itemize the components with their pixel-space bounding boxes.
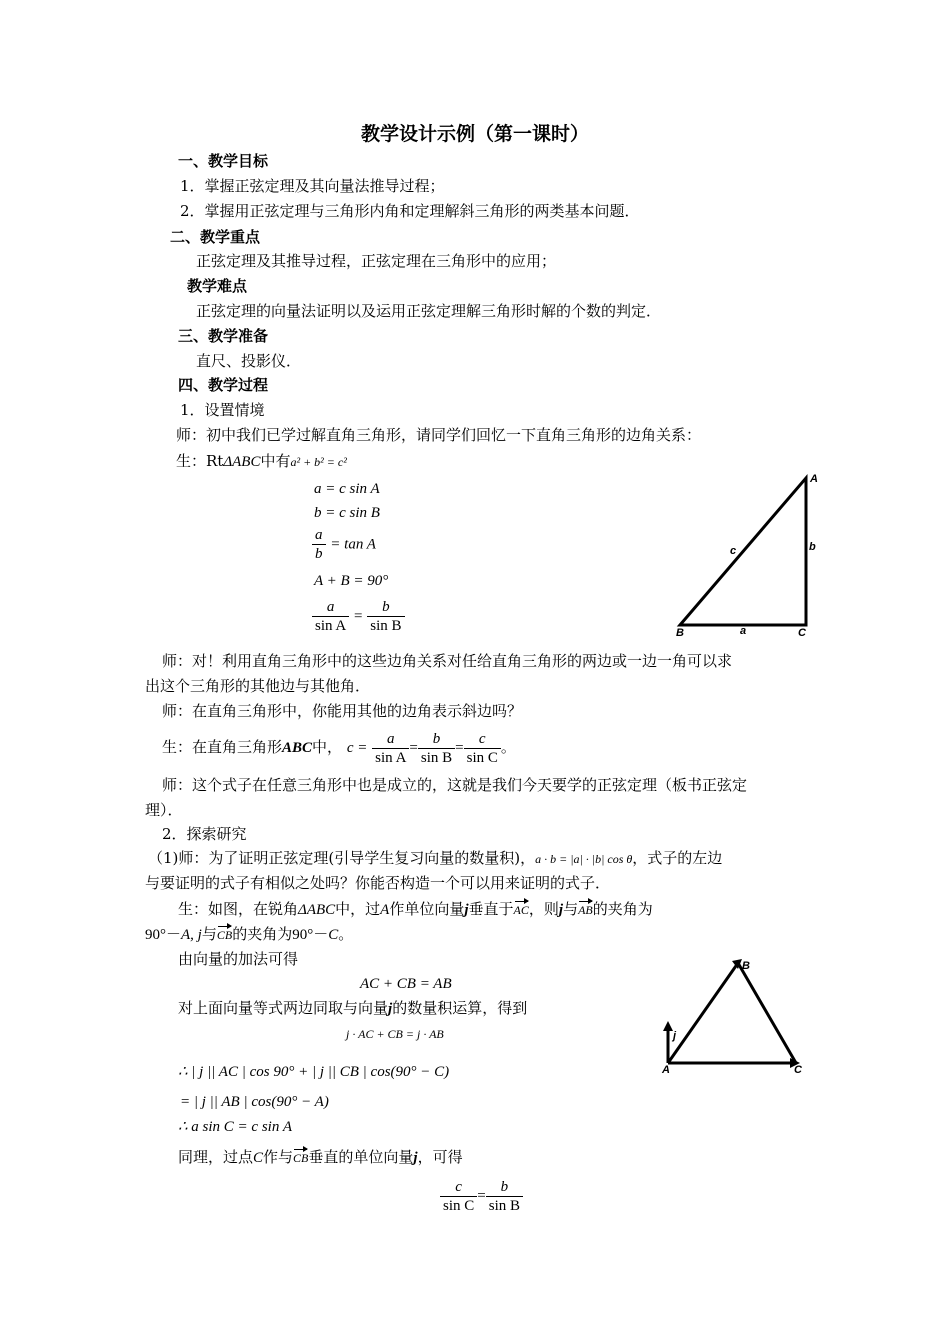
angle-C: C xyxy=(328,927,339,943)
student-line-3a xyxy=(178,899,653,920)
student-line-3b xyxy=(145,924,353,945)
proof-intro-tail: ，式子的左边 xyxy=(632,849,723,867)
step-1-heading: 1．设置情境 xyxy=(180,401,265,419)
teacher-line-3: 师：在直角三角形中，你能用其他的边角表示斜边吗？ xyxy=(162,702,523,720)
vertex-B-label: B xyxy=(676,627,684,639)
proof-line-3: ∴ a sin C = c sin A xyxy=(178,1119,292,1135)
fraction-numerator: a xyxy=(326,599,335,615)
teacher-line-4a: 师：这个式子在任意三角形中也是成立的，这就是我们今天要学的正弦定理（板书正弦定 xyxy=(162,776,748,794)
goal-item-2: 2．掌握用正弦定理与三角形内角和定理解斜三角形的两类基本问题． xyxy=(180,202,640,220)
similar-proof-text xyxy=(178,1147,463,1168)
fraction-b-sinB-final xyxy=(486,1178,523,1215)
triangle-abc-label: ABC xyxy=(282,740,313,756)
student-prefix: 生：Rt xyxy=(176,452,224,470)
difficulty-heading: 教学难点 xyxy=(187,277,248,295)
difficulty-text: 正弦定理的向量法证明以及运用正弦定理解三角形时解的个数的判定． xyxy=(196,302,662,320)
equation-angle-sum: A + B = 90° xyxy=(314,573,389,589)
vector-sum-equation: AC + CB = AB xyxy=(360,976,452,992)
sim-a: 同理，过点 xyxy=(178,1148,254,1166)
vector-j-label: j xyxy=(673,1030,677,1042)
fraction-a-sinA xyxy=(312,598,349,635)
angle-A-j: A, j xyxy=(181,927,202,943)
angle-90-minus: 90°－ xyxy=(145,927,181,943)
fraction-denominator: sin B xyxy=(367,616,404,635)
fraction-denominator: sin A xyxy=(372,748,409,767)
preparation-text: 直尺、投影仪． xyxy=(196,352,302,370)
fraction-b-sinB-2 xyxy=(418,730,455,767)
fraction-numerator: a xyxy=(315,527,323,543)
fraction-b-sinB xyxy=(367,598,404,635)
s3-part-e: ，则 xyxy=(528,900,559,918)
proof-intro-text: （1)师：为了证明正弦定理(引导学生复习向量的数量积)， xyxy=(148,849,536,867)
dot-text-j: j xyxy=(388,1001,393,1017)
tan-rhs: = tan A xyxy=(330,536,376,553)
fraction-denominator: sin B xyxy=(486,1196,523,1215)
side-a-label: a xyxy=(740,625,747,637)
unit-vector-j-2: j xyxy=(558,902,564,918)
vector-AB: AB xyxy=(578,900,593,920)
triangle-abc: ΔABC xyxy=(298,902,336,918)
equation-a-sin: a = c sin A xyxy=(314,481,380,497)
fraction-denominator: sin C xyxy=(440,1196,477,1215)
fraction-numerator: c xyxy=(455,1178,462,1195)
equation-tan xyxy=(312,526,376,563)
sim-c: 垂直的单位向量 xyxy=(308,1148,414,1166)
fraction-c-sinC xyxy=(464,730,501,767)
student-prefix-2: 生：在直角三角形 xyxy=(162,738,283,756)
vector-addition-text: 由向量的加法可得 xyxy=(178,950,299,968)
fraction-denominator: sin A xyxy=(312,616,349,635)
vector-CB: CB xyxy=(217,925,232,945)
vector-CB-2: CB xyxy=(293,1148,308,1168)
fraction-numerator: c xyxy=(478,730,486,747)
teacher-line-4b: 理）． xyxy=(145,801,183,819)
step-2-heading: 2．探索研究 xyxy=(162,825,247,843)
fraction-denominator: sin B xyxy=(418,748,455,767)
s3-part-a: 生：如图，在锐角 xyxy=(178,900,299,918)
section-4-heading: 四、教学过程 xyxy=(178,376,269,394)
dot-product-text xyxy=(178,998,527,1019)
fraction-a-sinA-2 xyxy=(372,730,409,767)
vertex-C-label: C xyxy=(798,627,806,639)
vertex-C-label-2: C xyxy=(794,1064,802,1075)
vector-AC: AC xyxy=(514,900,529,920)
s3-part-f: 与 xyxy=(563,900,579,918)
c-equals: c = xyxy=(346,740,368,756)
side-b-label: b xyxy=(809,541,816,553)
student-line-2: 生：在直角三角形ABC中， c = $\frac{a}{\text{sin A}}$ = $\frac{b}{\text{sin B}}$ = $\frac{c}{\text{sin C}}$ 。 xyxy=(162,730,516,766)
right-triangle-figure xyxy=(670,470,820,640)
fraction-a-over-b xyxy=(312,526,326,563)
section-1-heading: 一、教学目标 xyxy=(178,152,269,170)
s3-part-c: 作单位向量 xyxy=(389,900,465,918)
fraction-numerator: b xyxy=(432,730,441,747)
acute-triangle-figure xyxy=(658,955,808,1075)
s3-part-g: 的夹角为 xyxy=(592,900,653,918)
fraction-numerator: a xyxy=(387,730,395,747)
sim-b: 作与 xyxy=(263,1148,294,1166)
teacher-line-2b: 出这个三角形的其他边与其他角． xyxy=(145,677,371,695)
equation-sine-ratio: $\frac{a}{\text{sin A}}$ = $\frac{b}{\text{sin B}}$ xyxy=(312,598,405,635)
section-2-heading: 二、教学重点 xyxy=(170,228,261,246)
student-mid: 中有 xyxy=(260,452,291,470)
goal-item-1: 1．掌握正弦定理及其向量法推导过程； xyxy=(180,177,445,195)
s3-line2-c: 与 xyxy=(201,925,217,943)
s3-part-b: 中，过 xyxy=(335,900,381,918)
dot-text-b: 的数量积运算，得到 xyxy=(392,999,528,1017)
side-c-label: c xyxy=(730,545,737,557)
fraction-numerator: b xyxy=(382,599,390,615)
fraction-c-sinC-final xyxy=(440,1178,477,1215)
page-title: 教学设计示例（第一课时） xyxy=(360,123,589,145)
key-point-text: 正弦定理及其推导过程，正弦定理在三角形中的应用； xyxy=(196,252,557,270)
fraction-denominator: b xyxy=(312,544,326,563)
student-mid-2: 中， xyxy=(312,738,343,756)
student-line-1 xyxy=(176,451,347,472)
sim-j: j xyxy=(413,1150,418,1166)
equation-b-sin: b = c sin B xyxy=(314,505,380,521)
teacher-line-1: 师：初中我们已学过解直角三角形，请同学们回忆一下直角三角形的边角关系： xyxy=(176,426,702,444)
sim-d: ，可得 xyxy=(417,1148,463,1166)
s3-line2-d: 的夹角为 xyxy=(232,925,293,943)
teacher-line-2a: 师：对！利用直角三角形中的这些边角关系对任给直角三角形的两边或一边一角可以求 xyxy=(162,652,733,670)
proof-intro-line-1 xyxy=(148,848,722,869)
vertex-A-label-2: A xyxy=(662,1064,670,1075)
student-end-2: 。 xyxy=(500,738,516,756)
unit-vector-j: j xyxy=(464,902,469,918)
final-equation: $\frac{c}{\text{sin C}}$ = $\frac{b}{\text{sin B}}$ xyxy=(440,1176,523,1215)
dot-product-formula: a · b = |a| · |b| cos θ xyxy=(535,852,633,866)
section-3-heading: 三、教学准备 xyxy=(178,327,269,345)
fraction-numerator: b xyxy=(500,1178,509,1195)
vertex-B-label-2: B xyxy=(742,960,750,972)
s3-part-d: 垂直于 xyxy=(468,900,514,918)
triangle-label: ΔABC xyxy=(223,454,261,470)
proof-intro-line-2: 与要证明的式子有相似之处吗？你能否构造一个可以用来证明的式子． xyxy=(145,874,611,892)
point-C: C xyxy=(253,1150,264,1166)
j-dot-equation: j · AC + CB = j · AB xyxy=(346,1027,444,1041)
dot-text-a: 对上面向量等式两边同取与向量 xyxy=(178,999,389,1017)
point-A: A xyxy=(380,902,390,918)
proof-line-2: = | j || AB | cos(90° − A) xyxy=(180,1094,329,1110)
s3-line2-end: 。 xyxy=(338,925,354,943)
fraction-denominator: sin C xyxy=(464,748,501,767)
vertex-A-label: A xyxy=(810,473,818,485)
pythagorean-formula: a² + b² = c² xyxy=(290,455,347,469)
angle-90-minus-2: 90°－ xyxy=(292,927,329,943)
proof-line-1: ∴ | j || AC | cos 90° + | j || CB | cos(90° − C) xyxy=(178,1064,450,1080)
